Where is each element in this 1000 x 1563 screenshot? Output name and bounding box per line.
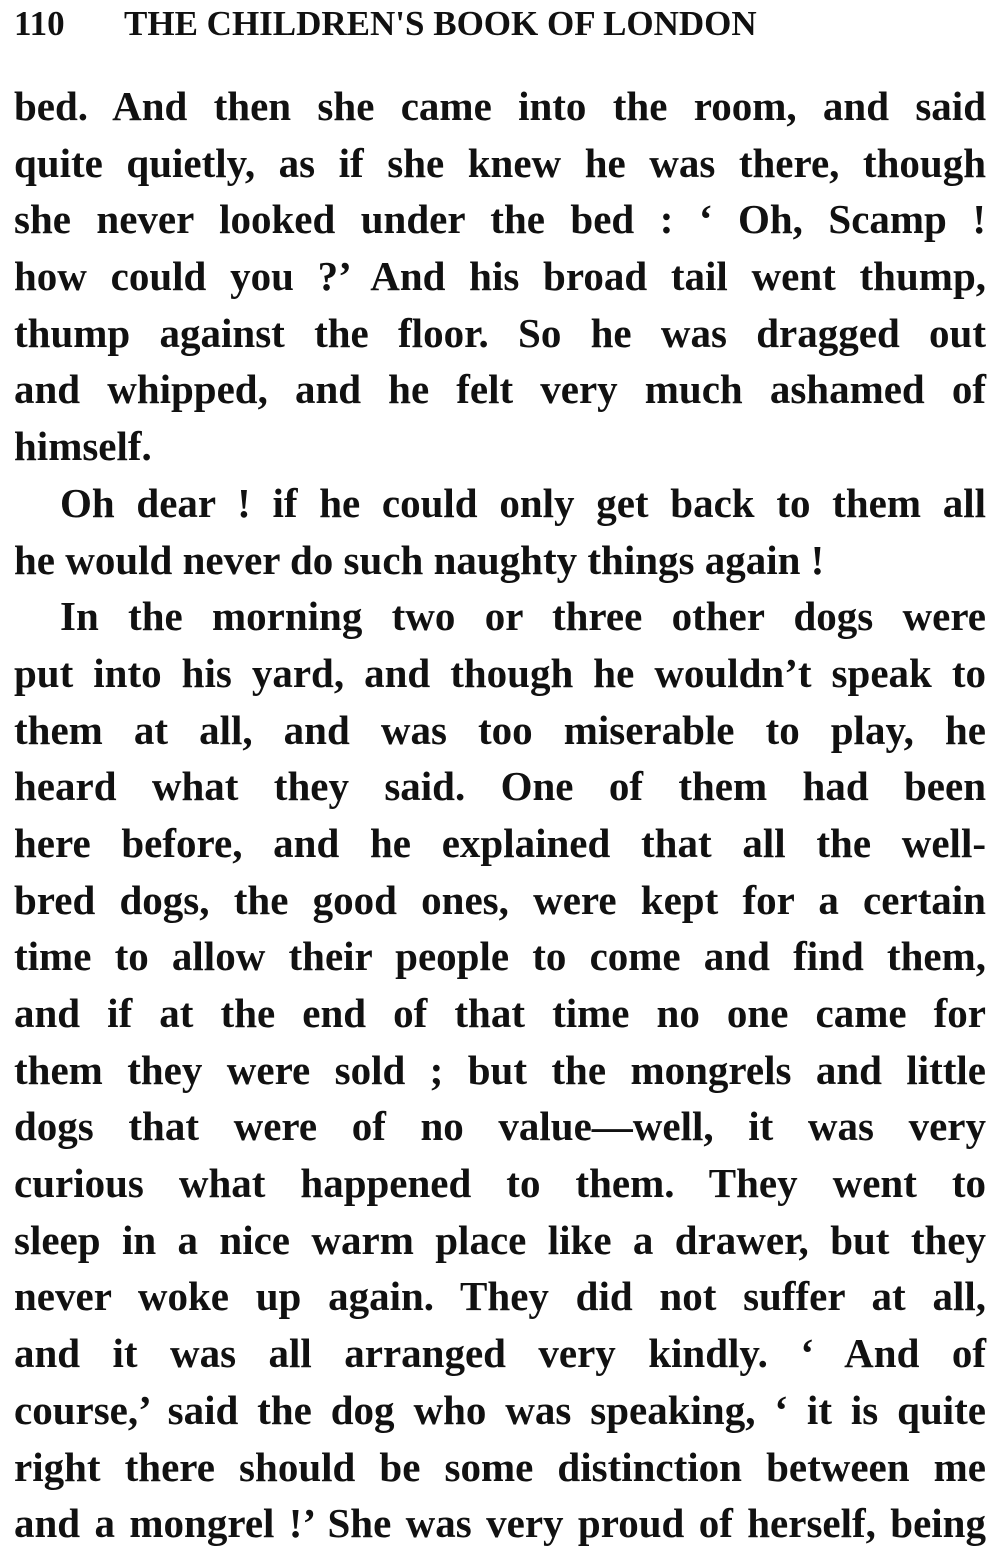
text-line: sleep in a nice warm place like a drawer, but they <box>14 1216 986 1263</box>
text-line: never woke up again. They did not suffer at all, <box>14 1273 986 1320</box>
paragraph <box>14 475 986 588</box>
page-header <box>14 2 984 46</box>
text-line: and it was all arranged very kindly. ‘ And of <box>14 1330 986 1377</box>
text-line: them at all, and was too miserable to play, he <box>14 706 986 753</box>
page-number: 110 <box>14 4 65 43</box>
text-line: curious what happened to them. They went to <box>14 1160 986 1207</box>
running-title: THE CHILDREN'S BOOK OF LONDON <box>124 4 757 43</box>
text-line: she never looked under the bed : ‘ Oh, Scamp ! <box>14 196 986 243</box>
paragraph <box>14 78 986 475</box>
text-line: In the morning two or three other dogs were <box>60 593 986 640</box>
text-line: bed. And then she came into the room, and said <box>14 83 986 129</box>
text-line: himself. <box>14 423 152 470</box>
text-line: bred dogs, the good ones, were kept for a certain <box>14 876 986 923</box>
text-line: here before, and he explained that all the well- <box>14 819 986 866</box>
text-line: Oh dear ! if he could only get back to them all <box>60 479 986 526</box>
text-line: them they were sold ; but the mongrels and little <box>14 1046 986 1093</box>
text-line: quite quietly, as if she knew he was there, though <box>14 139 986 186</box>
text-line: right there should be some distinction between me <box>14 1443 986 1490</box>
text-line: heard what they said. One of them had been <box>14 763 986 810</box>
text-line: put into his yard, and though he wouldn’t speak to <box>14 649 986 696</box>
body-text <box>14 78 986 1552</box>
text-line: dogs that were of no value—well, it was very <box>14 1103 986 1150</box>
text-line: thump against the floor. So he was dragged out <box>14 309 986 356</box>
text-line: and if at the end of that time no one came for <box>14 990 986 1036</box>
text-line: he would never do such naughty things again ! <box>14 536 825 583</box>
text-line: and a mongrel !’ She was very proud of herself, being <box>14 1500 986 1547</box>
text-line: how could you ?’ And his broad tail went thump, <box>14 253 986 300</box>
paragraph <box>14 588 986 1552</box>
text-line: course,’ said the dog who was speaking, ‘ it is quite <box>14 1386 986 1433</box>
text-line: time to allow their people to come and find them, <box>14 933 986 980</box>
text-line: and whipped, and he felt very much ashamed of <box>14 366 986 413</box>
